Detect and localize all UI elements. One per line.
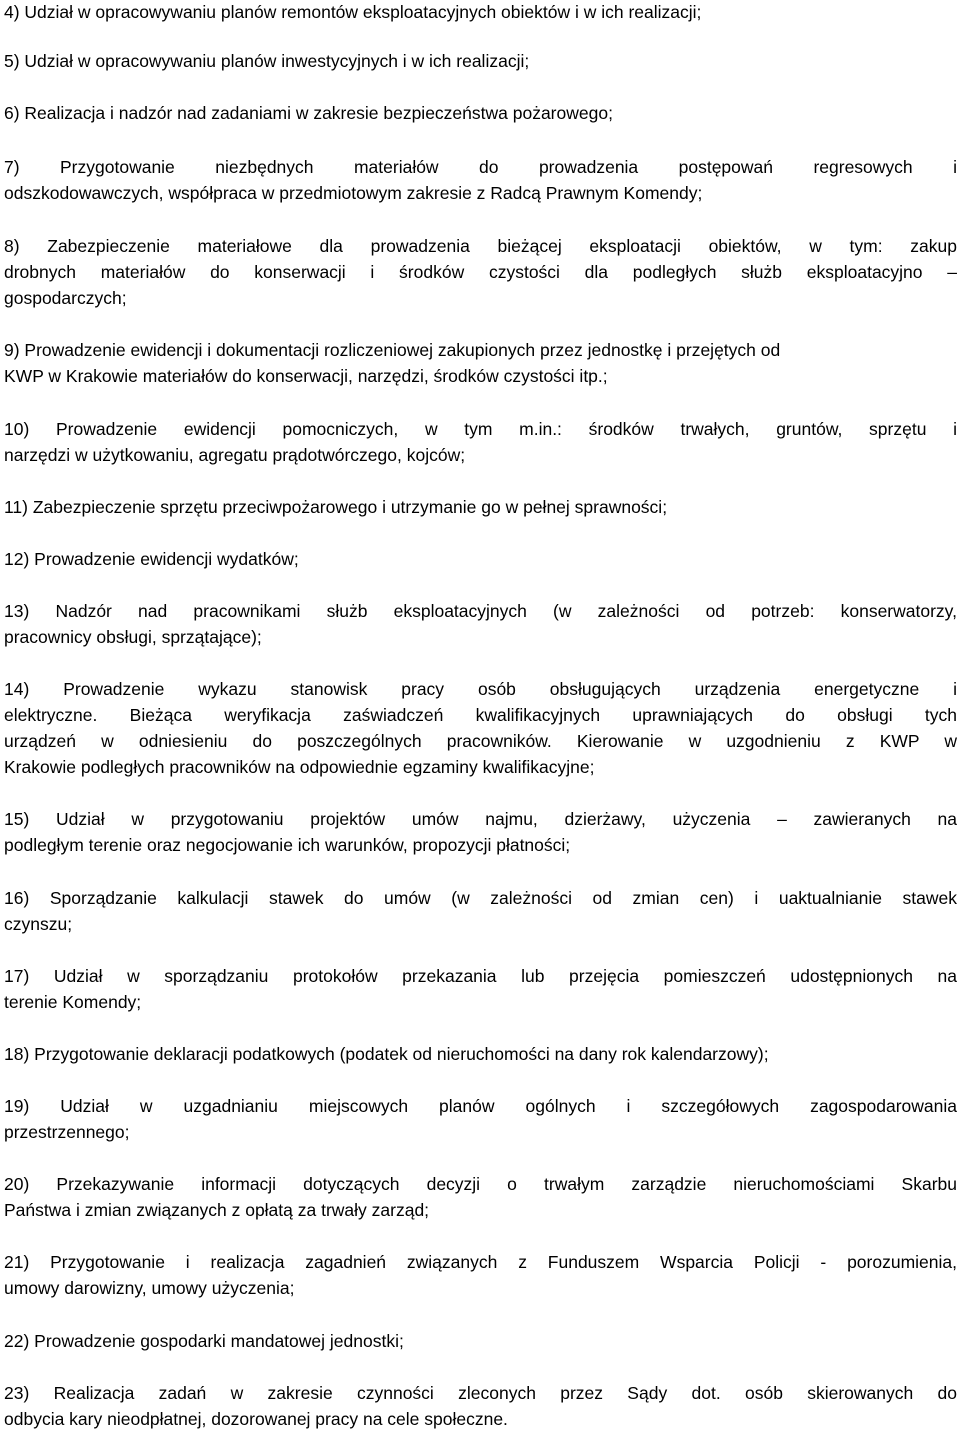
list-item-4 xyxy=(4,0,957,25)
list-item-4-line-1: 4) Udział w opracowywaniu planów remontów eksploatacyjnych obiektów i w ich realizacji; xyxy=(4,2,702,22)
list-item-20-line-2: Państwa i zmian związanych z opłatą za trwały zarząd; xyxy=(4,1200,430,1220)
list-item-20 xyxy=(4,1171,957,1223)
list-item-8-line-2: drobnych materiałów do konserwacji i środków czystości dla podległych służb eksploatacyjno – xyxy=(4,262,957,282)
list-item-5 xyxy=(4,48,957,74)
list-item-14-line-4: Krakowie podległych pracowników na odpowiednie egzaminy kwalifikacyjne; xyxy=(4,757,595,777)
list-item-15-line-1: 15) Udział w przygotowaniu projektów umów najmu, dzierżawy, użyczenia – zawieranych na xyxy=(4,809,957,829)
list-item-11-line-1: 11) Zabezpieczenie sprzętu przeciwpożarowego i utrzymanie go w pełnej sprawności; xyxy=(4,497,668,517)
list-item-22 xyxy=(4,1328,957,1354)
list-item-10 xyxy=(4,416,957,468)
list-item-7 xyxy=(4,154,957,206)
list-item-21-line-1: 21) Przygotowanie i realizacja zagadnień związanych z Funduszem Wsparcia Policji - porozumienia, xyxy=(4,1252,957,1272)
list-item-22-line-1: 22) Prowadzenie gospodarki mandatowej jednostki; xyxy=(4,1331,404,1351)
list-item-16-line-2: czynszu; xyxy=(4,914,73,934)
list-item-9-line-2: KWP w Krakowie materiałów do konserwacji, narzędzi, środków czystości itp.; xyxy=(4,366,608,386)
list-item-13 xyxy=(4,598,957,650)
list-item-8-line-3: gospodarczych; xyxy=(4,288,127,308)
list-item-14-line-1: 14) Prowadzenie wykazu stanowisk pracy osób obsługujących urządzenia energetyczne i xyxy=(4,679,957,699)
list-item-14-line-3: urządzeń w odniesieniu do poszczególnych pracowników. Kierowanie w uzgodnieniu z KWP w xyxy=(4,731,957,751)
list-item-19-line-2: przestrzennego; xyxy=(4,1122,130,1142)
list-item-6-line-1: 6) Realizacja i nadzór nad zadaniami w zakresie bezpieczeństwa pożarowego; xyxy=(4,103,613,123)
list-item-19 xyxy=(4,1093,957,1145)
list-item-17 xyxy=(4,963,957,1015)
list-item-16-line-1: 16) Sporządzanie kalkulacji stawek do umów (w zależności od zmian cen) i uaktualnianie stawek xyxy=(4,888,957,908)
list-item-23-line-2: odbycia kary nieodpłatnej, dozorowanej pracy na cele społeczne. xyxy=(4,1409,508,1429)
list-item-17-line-1: 17) Udział w sporządzaniu protokołów przekazania lub przejęcia pomieszczeń udostępnionych na xyxy=(4,966,957,986)
list-item-21 xyxy=(4,1249,957,1301)
list-item-12-line-1: 12) Prowadzenie ewidencji wydatków; xyxy=(4,549,299,569)
list-item-8-line-1: 8) Zabezpieczenie materiałowe dla prowadzenia bieżącej eksploatacji obiektów, w tym: zakup xyxy=(4,236,957,256)
list-item-19-line-1: 19) Udział w uzgadnianiu miejscowych planów ogólnych i szczegółowych zagospodarowania xyxy=(4,1096,957,1116)
list-item-13-line-1: 13) Nadzór nad pracownikami służb eksploatacyjnych (w zależności od potrzeb: konserwatorzy, xyxy=(4,601,957,621)
list-item-15-line-2: podległym terenie oraz negocjowanie ich warunków, propozycji płatności; xyxy=(4,835,571,855)
list-item-12 xyxy=(4,546,957,572)
list-item-23 xyxy=(4,1380,957,1432)
list-item-9-line-1: 9) Prowadzenie ewidencji i dokumentacji rozliczeniowej zakupionych przez jednostkę i przejętych od xyxy=(4,340,781,360)
list-item-17-line-2: terenie Komendy; xyxy=(4,992,142,1012)
list-item-7-line-1: 7) Przygotowanie niezbędnych materiałów do prowadzenia postępowań regresowych i xyxy=(4,157,957,177)
list-item-18-line-1: 18) Przygotowanie deklaracji podatkowych (podatek od nieruchomości na dany rok kalendarzowy); xyxy=(4,1044,769,1064)
list-item-23-line-1: 23) Realizacja zadań w zakresie czynności zleconych przez Sądy dot. osób skierowanych do xyxy=(4,1383,957,1403)
list-item-6 xyxy=(4,100,957,126)
list-item-20-line-1: 20) Przekazywanie informacji dotyczących decyzji o trwałym zarządzie nieruchomościami Skarbu xyxy=(4,1174,957,1194)
list-item-9 xyxy=(4,337,957,389)
list-item-10-line-2: narzędzi w użytkowaniu, agregatu prądotwórczego, kojców; xyxy=(4,445,466,465)
list-item-21-line-2: umowy darowizny, umowy użyczenia; xyxy=(4,1278,295,1298)
list-item-18 xyxy=(4,1041,957,1067)
list-item-14 xyxy=(4,676,957,780)
list-item-13-line-2: pracownicy obsługi, sprzątające); xyxy=(4,627,262,647)
list-item-7-line-2: odszkodowawczych, współpraca w przedmiotowym zakresie z Radcą Prawnym Komendy; xyxy=(4,183,703,203)
list-item-10-line-1: 10) Prowadzenie ewidencji pomocniczych, w tym m.in.: środków trwałych, gruntów, sprzętu i xyxy=(4,419,957,439)
list-item-16 xyxy=(4,885,957,937)
list-item-5-line-1: 5) Udział w opracowywaniu planów inwestycyjnych i w ich realizacji; xyxy=(4,51,530,71)
list-item-14-line-2: elektryczne. Bieżąca weryfikacja zaświadczeń kwalifikacyjnych uprawniających do obsługi tych xyxy=(4,705,957,725)
list-item-11 xyxy=(4,494,957,520)
list-item-15 xyxy=(4,806,957,858)
list-item-8 xyxy=(4,233,957,311)
